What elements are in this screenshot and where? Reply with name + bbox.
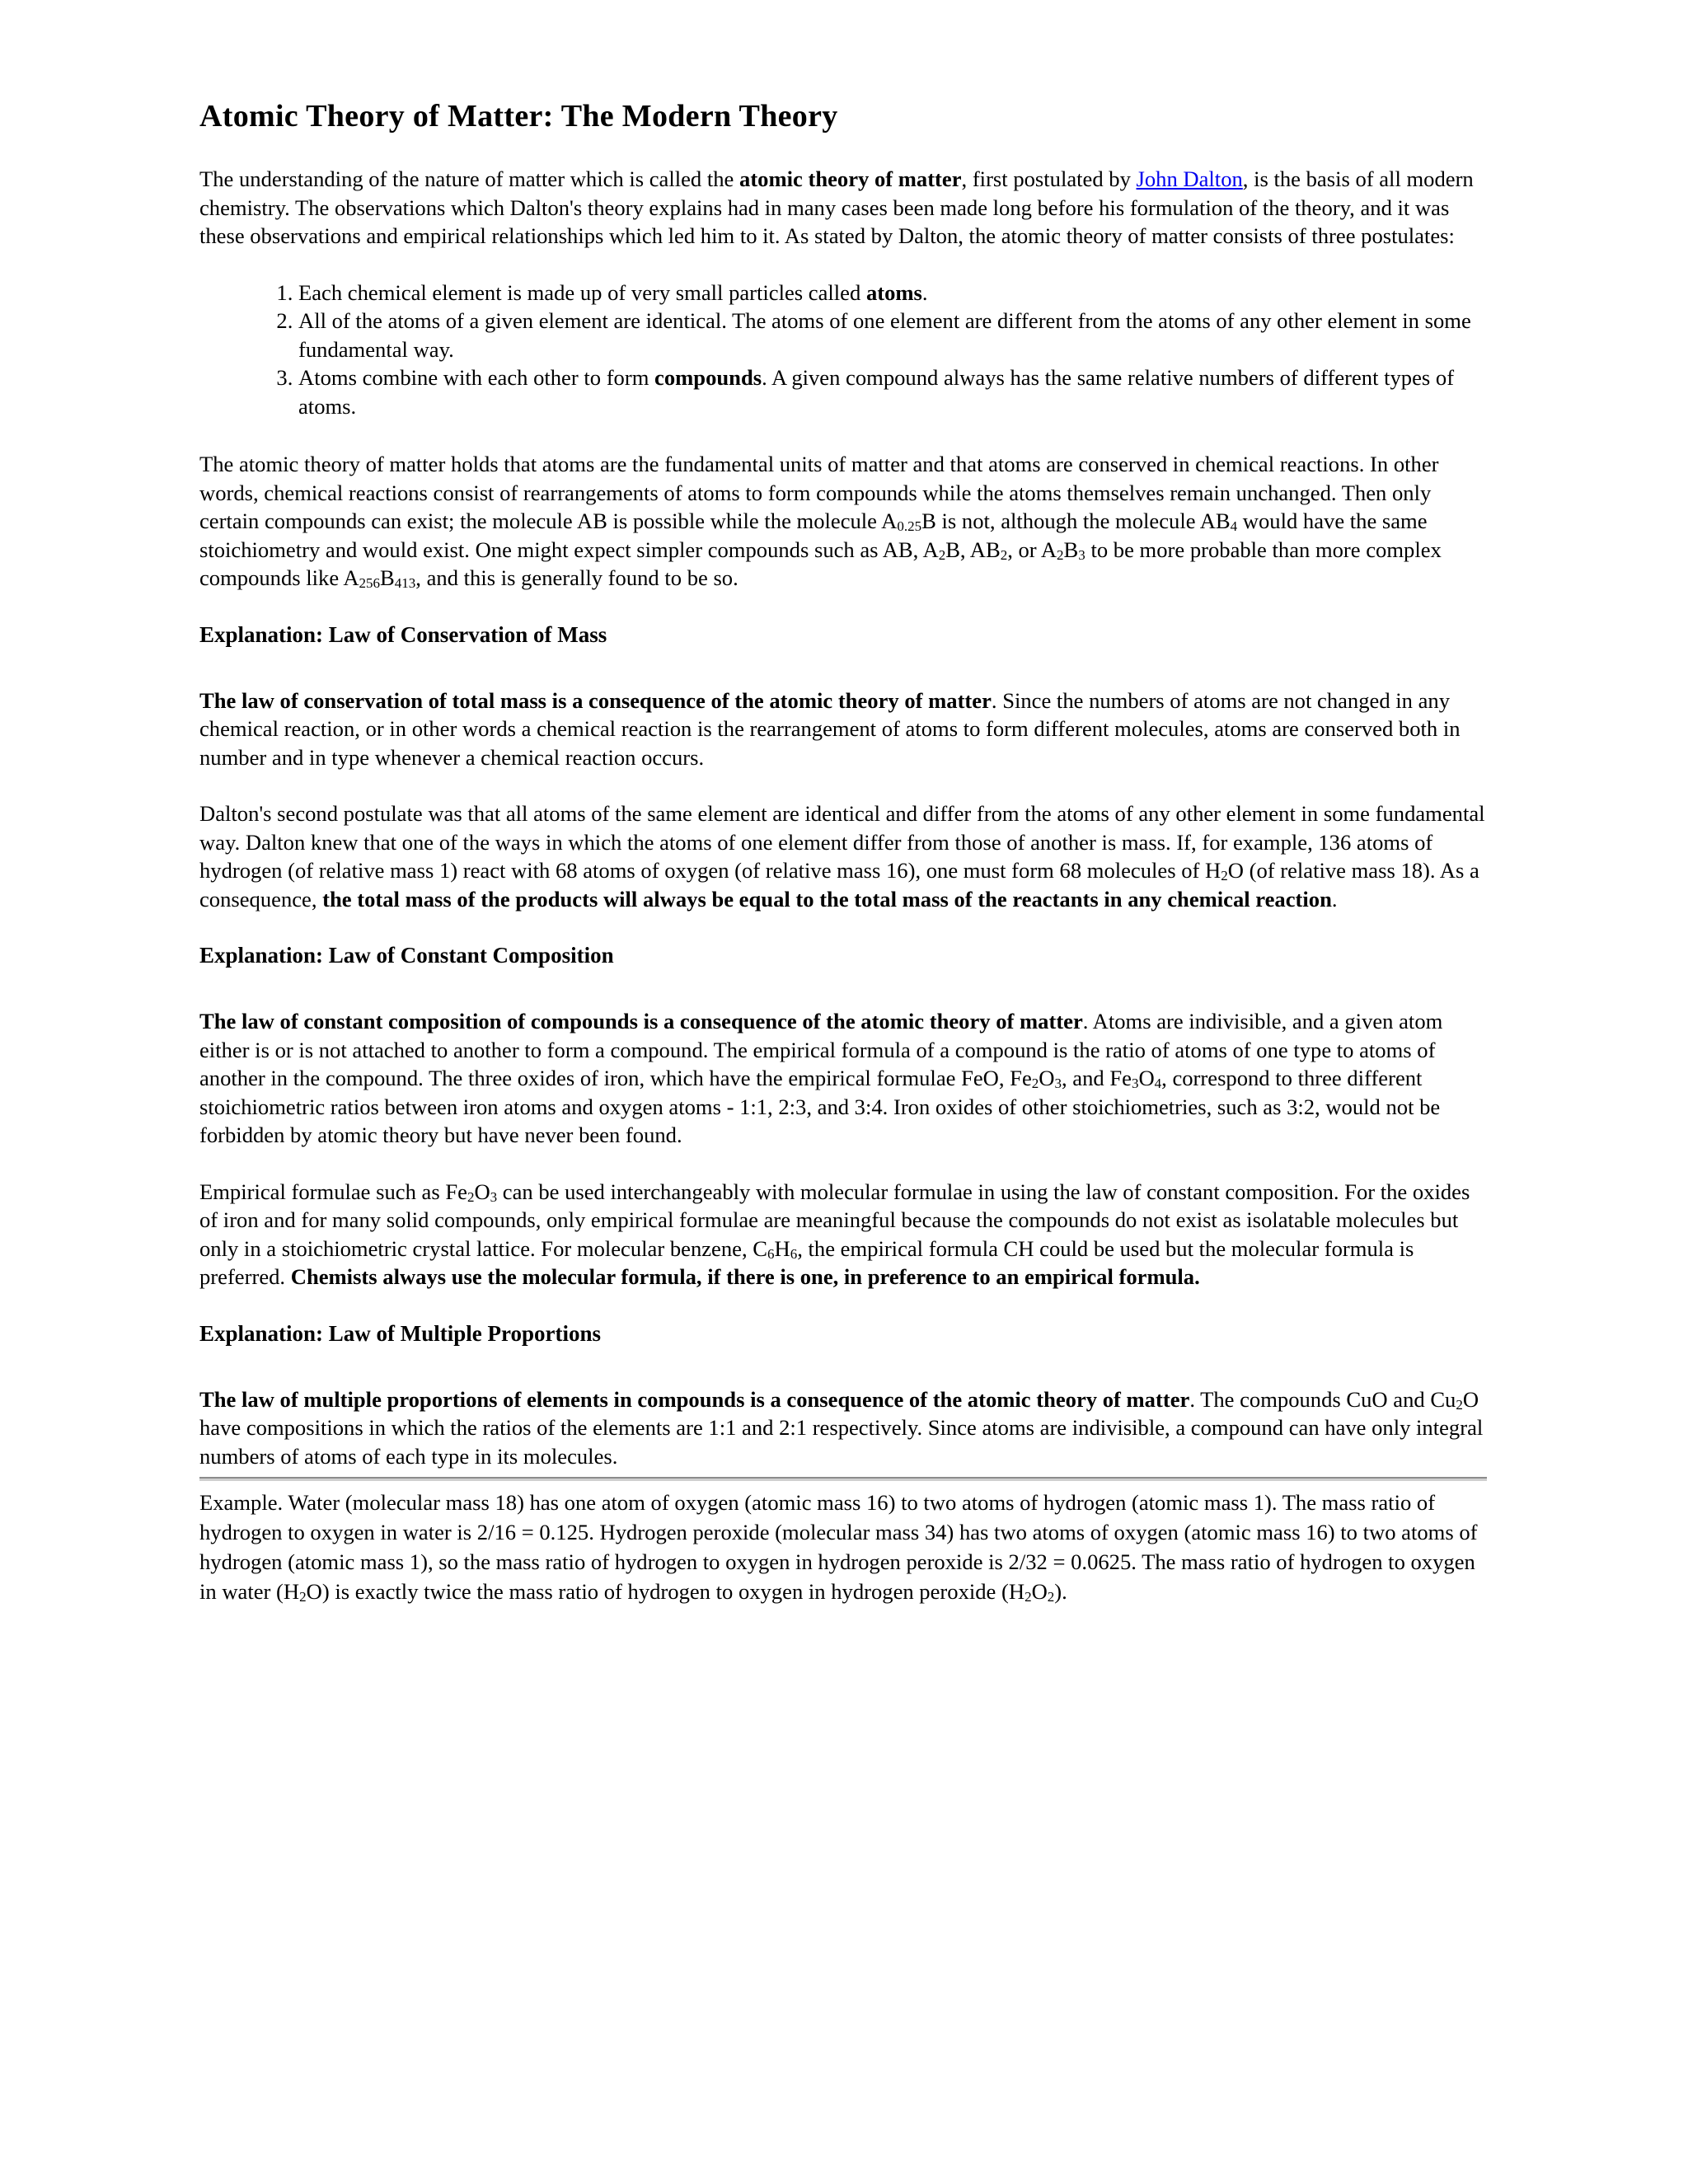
bold-statement: The law of multiple proportions of elements in compounds is a consequence of the atomic theory of matter — [199, 1386, 1190, 1412]
subscript: 413 — [394, 575, 416, 591]
subscript: 6 — [790, 1245, 798, 1262]
paragraph-text: B — [380, 565, 395, 590]
paragraph-text: can be used interchangeably with molecular formulae in using the law of constant composition. For the oxides of iron and for many solid compounds, only empirical formulae are meaningful because the compounds do not exist as isolatable molecules but only in a stoichiometric crystal lattice. For molecular benzene, C — [199, 1179, 1470, 1261]
subscript: 2 — [1221, 868, 1228, 883]
section-heading-conservation-of-mass: Explanation: Law of Conservation of Mass — [199, 621, 607, 647]
intro-text: , is the basis of all modern chemistry. The observations which Dalton's theory explains had in many cases been made long before his formulation of the theory, and it was these observations and empirical relationships which led him to it. As stated by Dalton, the atomic theory of matter consists of three postulates: — [199, 166, 1474, 248]
paragraph-text: O (of relative mass 18). As a consequence, — [199, 858, 1479, 912]
paragraph-text: O — [1031, 1579, 1048, 1604]
subscript: 0.25 — [897, 518, 922, 534]
conservation-paragraph-2 — [199, 799, 1485, 913]
postulate-text: . — [921, 279, 928, 305]
intro-paragraph — [199, 165, 1485, 251]
subscript: 3 — [1131, 1076, 1139, 1091]
subscript: 2 — [1031, 1076, 1039, 1091]
john-dalton-link[interactable]: John Dalton — [1136, 166, 1243, 191]
paragraph-text: , correspond to three different stoichiometric ratios between iron atoms and oxygen atoms - 1:1, 2:3, and 3:4. Iron oxides of other stoichiometries, such as 3:2, would not be forbidden by atomic theory but have never been found. — [199, 1066, 1441, 1147]
subscript: 4 — [1230, 518, 1238, 534]
section-heading-constant-composition: Explanation: Law of Constant Composition — [199, 943, 614, 968]
subscript: 2 — [467, 1188, 475, 1205]
paragraph-text: , the empirical formula CH could be used but the molecular formula is preferred. — [199, 1235, 1414, 1289]
paragraph-text: Example. Water (molecular mass 18) has one atom of oxygen (atomic mass 16) to two atoms of hydrogen (atomic mass 1). The mass ratio of hydrogen to oxygen in water is 2/16 = 0.125. Hydrogen peroxide (molecular mass 34) has two atoms of oxygen (atomic mass 16) to two atoms of hydrogen (atomic mass 1), so the mass ratio of hydrogen to oxygen in hydrogen peroxide is 2/32 = 0.0625. The mass ratio of hydrogen to oxygen in water (H — [199, 1490, 1478, 1604]
paragraph-text: B, AB — [945, 537, 1001, 562]
subscript: 6 — [767, 1245, 775, 1262]
list-item-postulate-2 — [298, 307, 1485, 363]
constant-composition-paragraph-2 — [199, 1178, 1485, 1291]
example-paragraph — [199, 1488, 1485, 1606]
subscript: 3 — [1078, 546, 1085, 563]
paragraph-text: to be more probable than more complex compounds like A — [199, 537, 1442, 590]
paragraph-text: . Since the numbers of atoms are not changed in any chemical reaction, or in other words a chemical reaction is the rearrangement of atoms to form different molecules, atoms are conserved both in number and in type whenever a chemical reaction occurs. — [199, 687, 1461, 770]
paragraph-text: O have compositions in which the ratios of the elements are 1:1 and 2:1 respectively. Since atoms are indivisible, a compound can have only integral numbers of atoms of each type in its molecules. — [199, 1386, 1484, 1469]
subscript: 2 — [1456, 1396, 1463, 1413]
paragraph-text: ). — [1054, 1579, 1067, 1604]
postulate-bold-term: atoms — [865, 279, 922, 305]
intro-text: , first postulated by — [961, 166, 1137, 191]
intro-bold-term: atomic theory of matter — [739, 166, 962, 191]
subscript: 256 — [359, 575, 381, 591]
paragraph-text: O) is exactly twice the mass ratio of hydrogen to oxygen in hydrogen peroxide (H — [306, 1579, 1025, 1604]
postulate-text: Atoms combine with each other to form — [298, 365, 655, 390]
document-page — [199, 97, 1485, 1606]
paragraph-text: Empirical formulae such as Fe — [199, 1179, 467, 1204]
paragraph-text: . — [1331, 886, 1338, 912]
paragraph-text: . Atoms are indivisible, and a given atom either is or is not attached to another to form a compound. The empirical formula of a compound is the ratio of atoms of one type to atoms of another in the compound. The three oxides of iron, which have the empirical formulae FeO, Fe — [199, 1009, 1443, 1090]
page-title: Atomic Theory of Matter: The Modern Theory — [199, 99, 838, 134]
bold-statement: the total mass of the products will always be equal to the total mass of the reactants in any chemical reaction — [322, 886, 1332, 912]
paragraph-text: , and Fe — [1062, 1066, 1132, 1090]
subscript: 3 — [1054, 1076, 1062, 1091]
subscript: 2 — [1057, 546, 1064, 563]
subscript: 2 — [1025, 1589, 1032, 1605]
multiple-proportions-paragraph — [199, 1385, 1485, 1471]
constant-composition-paragraph-1 — [199, 1007, 1485, 1150]
paragraph-text: H — [774, 1235, 790, 1261]
paragraph-text: Dalton's second postulate was that all atoms of the same element are identical and differ from the atoms of any other element in some fundamental way. Dalton knew that one of the ways in which the atoms of one element differ from those of another is mass. If, for example, 136 atoms of hydrogen (of relative mass 1) react with 68 atoms of oxygen (of relative mass 16), one must form 68 molecules of H — [199, 801, 1485, 883]
postulate-bold-term: compounds — [654, 365, 762, 390]
intro-text: The understanding of the nature of matter which is called the — [199, 166, 740, 191]
subscript: 4 — [1154, 1076, 1162, 1091]
list-item-postulate-3 — [298, 363, 1485, 420]
subscript: 2 — [299, 1589, 307, 1605]
postulates-list — [199, 279, 1485, 421]
bold-statement: The law of conservation of total mass is a consequence of the atomic theory of matter — [199, 687, 992, 713]
subscript: 3 — [490, 1188, 498, 1205]
conservation-paragraph-1 — [199, 687, 1485, 772]
subscript: 2 — [1047, 1589, 1055, 1605]
atomic-theory-paragraph — [199, 450, 1485, 593]
paragraph-text: , and this is generally found to be so. — [415, 565, 738, 590]
postulate-text: Each chemical element is made up of very small particles called — [298, 279, 866, 305]
list-item-postulate-1 — [298, 279, 1485, 307]
paragraph-text: B — [1063, 537, 1079, 562]
postulate-text: . A given compound always has the same relative numbers of different types of atoms. — [298, 365, 1455, 419]
subscript: 2 — [938, 546, 946, 563]
horizontal-divider — [199, 1477, 1487, 1481]
paragraph-text: B is not, although the molecule AB — [921, 509, 1231, 533]
subscript: 2 — [1000, 546, 1008, 563]
paragraph-text: The atomic theory of matter holds that atoms are the fundamental units of matter and that atoms are conserved in chemical reactions. In other words, chemical reactions consist of rearrangements of atoms to form compounds while the atoms themselves remain unchanged. Then only certain compounds can exist; the molecule AB is possible while the molecule A — [199, 452, 1439, 533]
bold-statement: The law of constant composition of compounds is a consequence of the atomic theory of matter — [199, 1009, 1083, 1033]
postulate-text: All of the atoms of a given element are identical. The atoms of one element are different from the atoms of any other element in some fundamental way. — [298, 308, 1471, 362]
bold-statement: Chemists always use the molecular formula, if there is one, in preference to an empirical formula. — [290, 1264, 1200, 1289]
paragraph-text: O — [1039, 1066, 1055, 1090]
paragraph-text: O — [474, 1179, 490, 1204]
section-heading-multiple-proportions: Explanation: Law of Multiple Proportions — [199, 1320, 602, 1346]
paragraph-text: would have the same stoichiometry and would exist. One might expect simpler compounds such as AB, A — [199, 509, 1428, 562]
paragraph-text: . The compounds CuO and Cu — [1189, 1386, 1456, 1412]
paragraph-text: O — [1138, 1066, 1155, 1090]
paragraph-text: , or A — [1007, 537, 1057, 562]
